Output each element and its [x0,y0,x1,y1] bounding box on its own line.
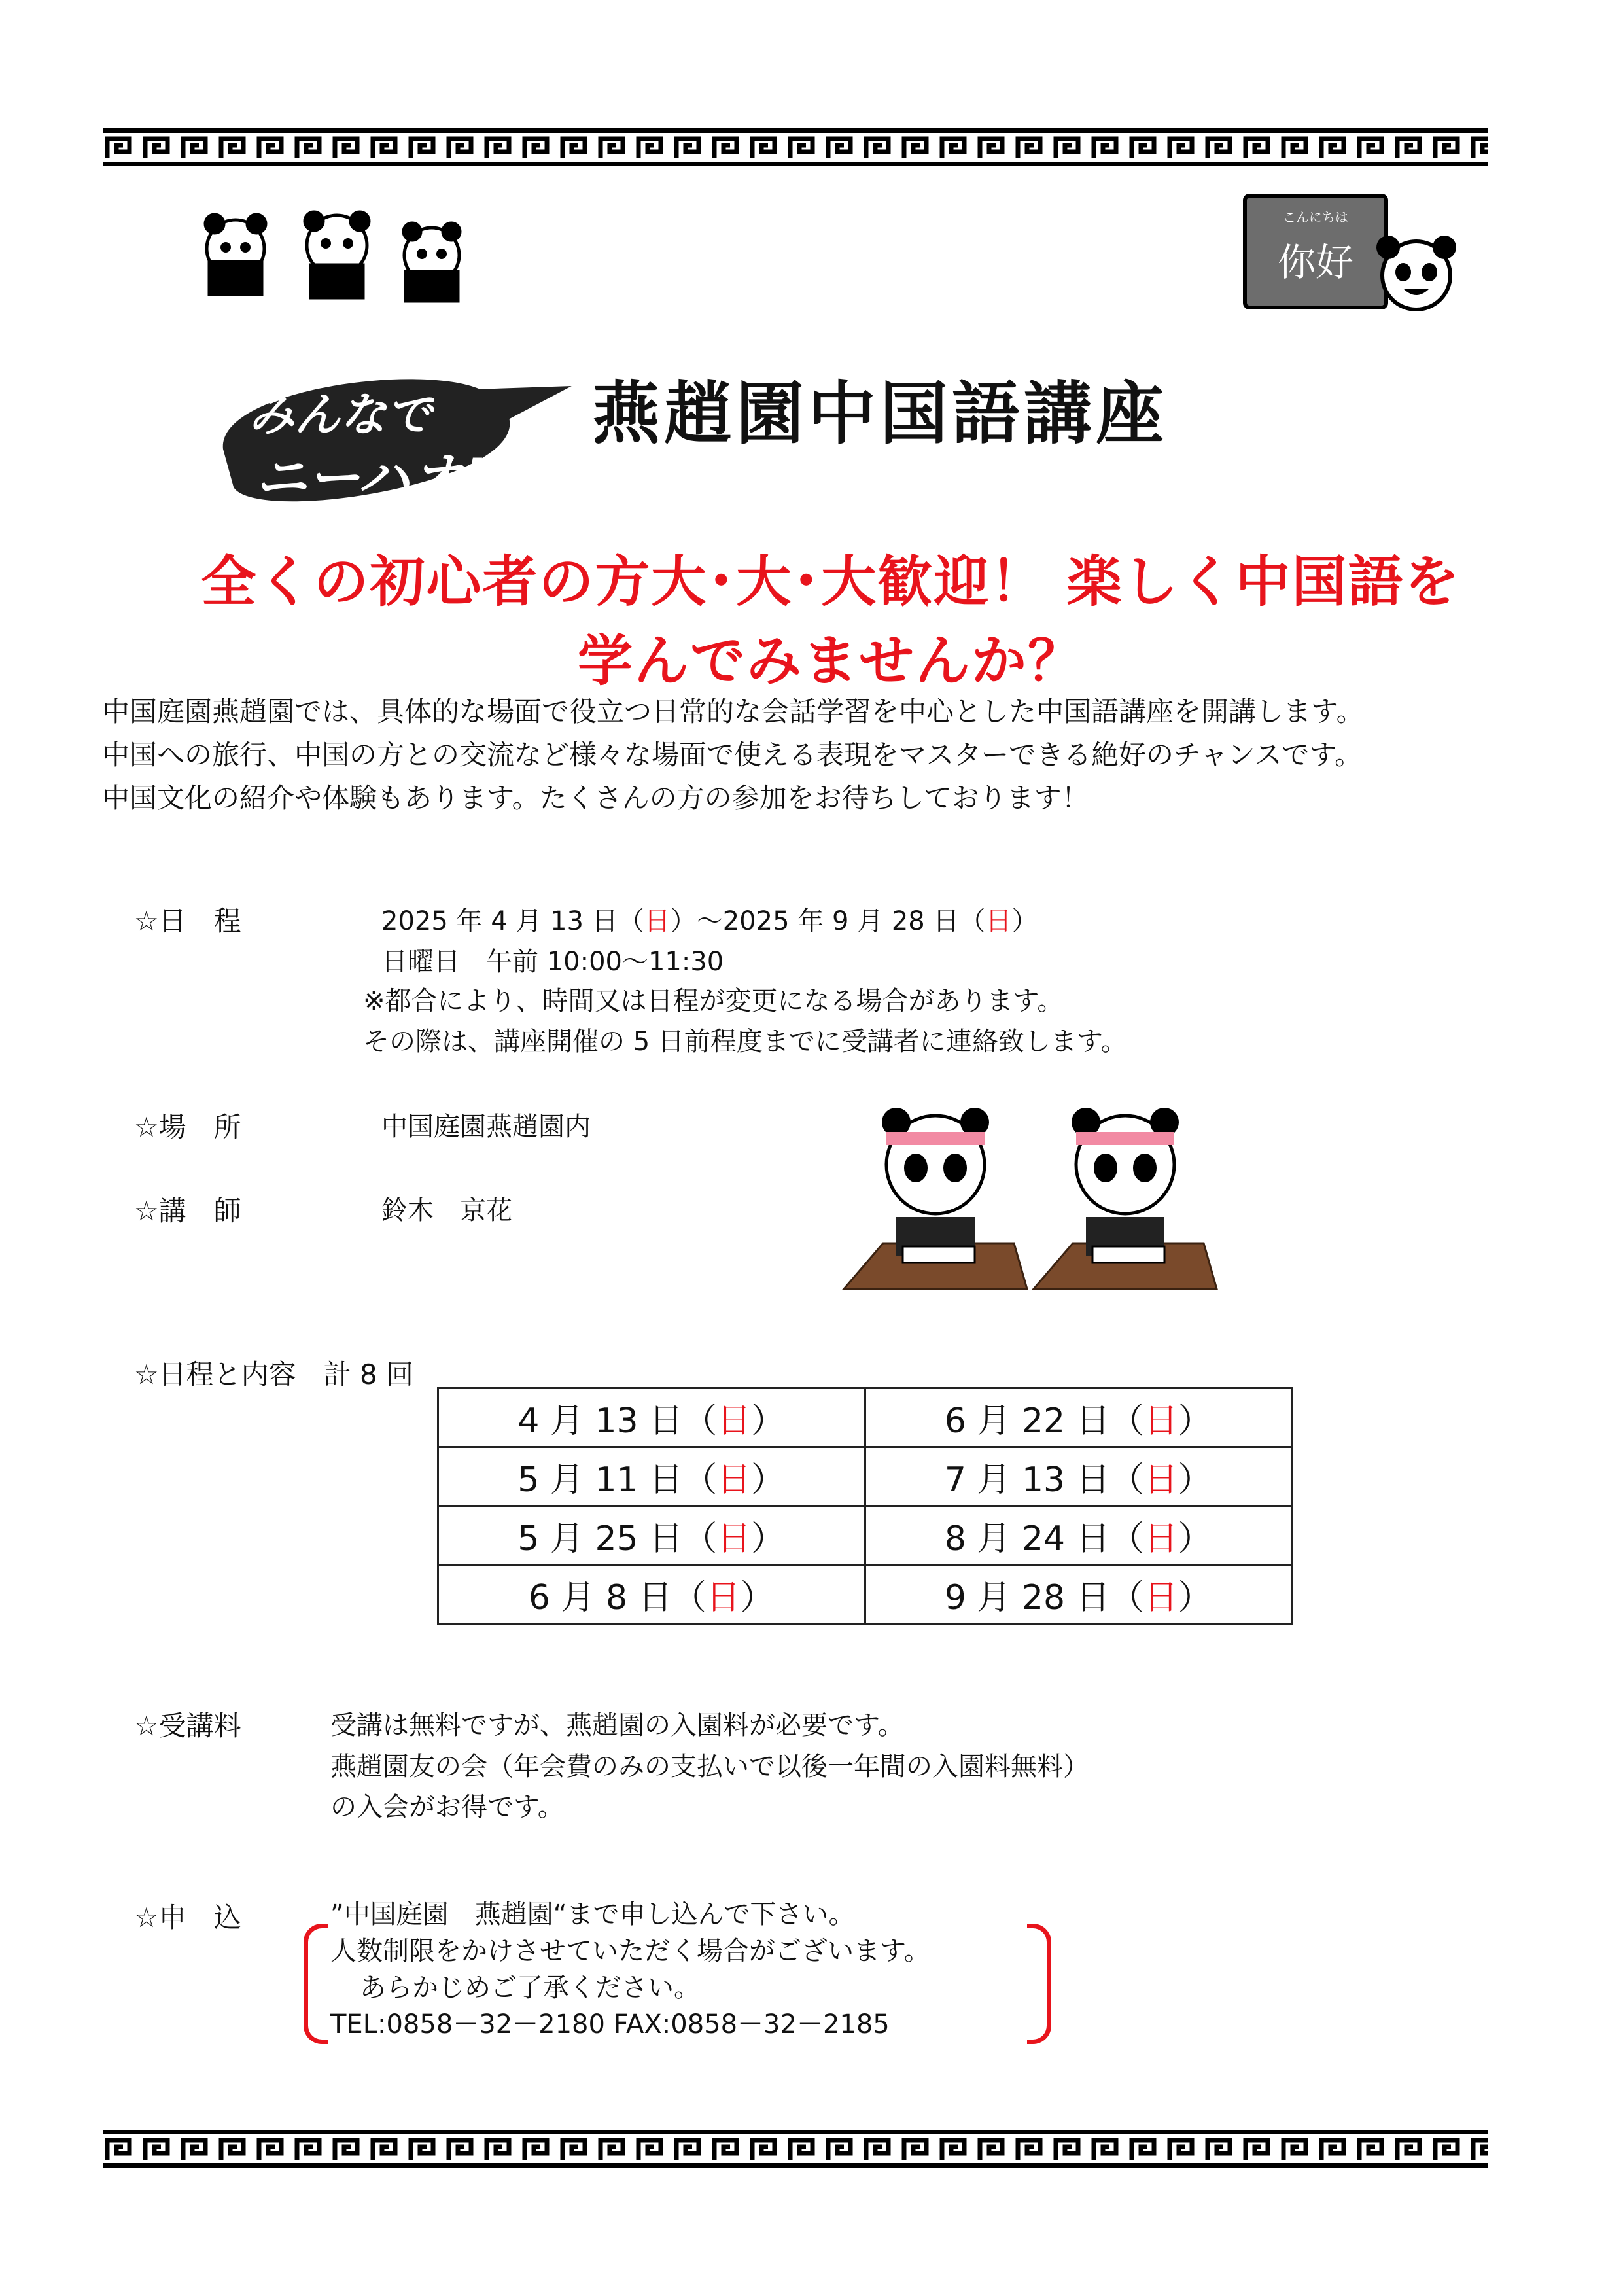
top-border-pattern [103,128,1488,166]
intro-line: 中国文化の紹介や体験もあります。たくさんの方の参加をお待ちしております！ [102,782,1089,814]
apply-label: ☆申 込 [134,1901,241,1934]
table-row [438,1565,1292,1624]
date-cell: 5 月 25 日（日） [438,1506,865,1565]
table-row [438,1506,1292,1565]
bubble-text-line1: みんなで [249,388,432,442]
schedule-note-1: ※都合により、時間又は日程が変更になる場合があります。 [363,986,1064,1016]
schedule-label: ☆日 程 [134,905,241,937]
blackboard-panda-illustration [1243,194,1465,318]
dates-label: ☆日程と内容 計 8 回 [134,1358,414,1390]
table-row [438,1447,1292,1506]
date-cell: 9 月 28 日（日） [865,1565,1292,1624]
blackboard [1243,194,1388,309]
date-cell: 6 月 8 日（日） [438,1565,865,1624]
schedule-period [381,900,1038,938]
reading-pandas-illustration [190,209,491,308]
blackboard-big-text: 你好 [1277,240,1353,285]
date-cell: 8 月 24 日（日） [865,1506,1292,1565]
fee-line-1: 受講は無料ですが、燕趙園の入園料が必要です。 [330,1710,904,1740]
date-cell: 4 月 13 日（日） [438,1388,865,1447]
schedule-start: 2025 年 4 月 13 日（ [381,906,644,936]
sunday-mark: 日 [985,906,1012,936]
sunday-mark: 日 [644,906,671,936]
place-label: ☆場 所 [134,1111,241,1143]
apply-line-2: 人数制限をかけさせていただく場合がございます。 [330,1936,930,1966]
studying-pandas-illustration [837,1093,1230,1296]
teacher-value: 鈴木 京花 [381,1195,512,1226]
date-cell: 6 月 22 日（日） [865,1388,1292,1447]
schedule-note-2: その際は、講座開催の 5 日前程度までに受講者に連絡致します。 [363,1027,1127,1057]
blackboard-small-text: こんにちは [1283,209,1348,225]
intro-paragraph [102,690,1364,820]
table-row [438,1388,1292,1447]
place-value: 中国庭園燕趙園内 [381,1112,591,1142]
page-title: 燕趙園中国語講座 [592,374,1168,453]
apply-line-3: あらかじめご了承ください。 [360,1973,700,2003]
teacher-label: ☆講 師 [134,1195,241,1227]
date-cell: 7 月 13 日（日） [865,1447,1292,1506]
intro-line: 中国庭園燕趙園では、具体的な場面で役立つ日常的な会話学習を中心とした中国語講座を開講します。 [102,696,1364,728]
intro-line: 中国への旅行、中国の方との交流など様々な場面で使える表現をマスターできる絶好のチャンスです。 [102,739,1363,771]
bracket-left [304,1924,328,2044]
bracket-right [1027,1924,1051,2044]
bottom-border-pattern [103,2130,1488,2168]
fee-line-3: の入会がお得です。 [330,1792,564,1822]
contact-phone-fax: TEL:0858－32－2180 FAX:0858－32－2185 [330,2009,890,2040]
dates-table [437,1387,1293,1625]
apply-line-1: ”中国庭園 燕趙園“まで申し込んで下さい。 [330,1899,855,1930]
schedule-mid: ）～2025 年 9 月 28 日（ [670,906,986,936]
schedule-time: 日曜日 午前 10:00～11:30 [381,947,724,977]
catchphrase: 全くの初心者の方大･大･大歓迎！ 楽しく中国語を学んでみませんか？ [201,550,1461,693]
schedule-end: ） [1011,906,1038,936]
date-cell: 5 月 11 日（日） [438,1447,865,1506]
fee-line-2: 燕趙園友の会（年会費のみの支払いで以後一年間の入園料無料） [330,1752,1089,1782]
bubble-text-line2: ニーハオ! [255,448,486,508]
apply-details [330,1896,930,2043]
fee-label: ☆受講料 [134,1710,241,1742]
speech-bubble [209,359,589,509]
